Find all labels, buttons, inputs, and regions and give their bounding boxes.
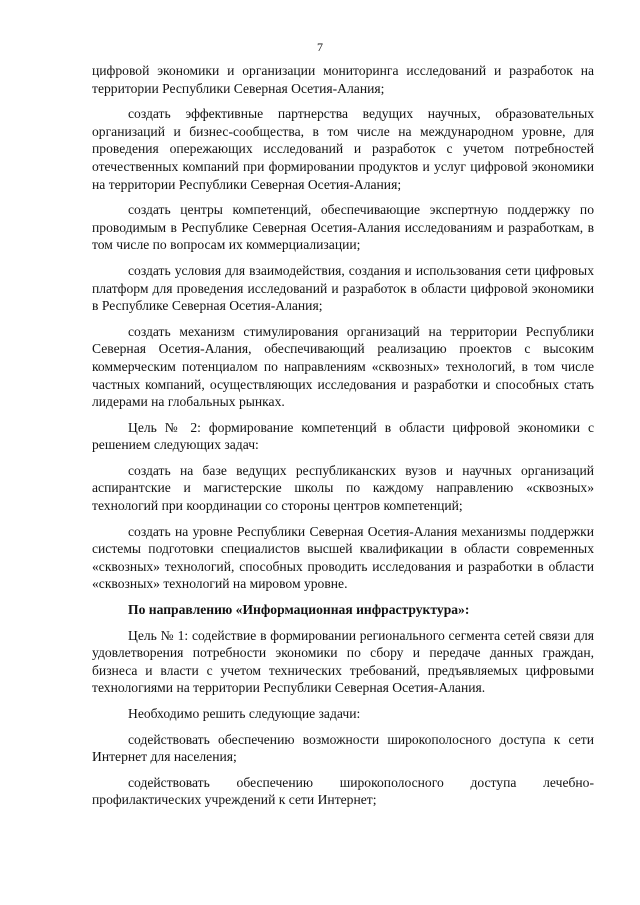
paragraph-incentive-mechanism: создать механизм стимулирования организаций на территории Республики Северная Осетия-Алания, обеспечивающий реализацию проектов с высоким коммерческим потенциалом по направлениям «сквозных» технологий, в том числе частных компаний, осуществляющих исследования и разработки и способных стать лидерами на глобальных рынках. (92, 323, 594, 410)
section-heading-infrastructure: По направлению «Информационная инфраструктура»: (128, 602, 470, 618)
paragraph-tasks-intro: Необходимо решить следующие задачи: (128, 706, 361, 721)
paragraph-graduate-schools: создать на базе ведущих республиканских вузов и научных организаций аспирантские и магистерские школы по каждому направлению «сквозных» технологий при координации со стороны центров компетенций; (92, 462, 594, 514)
paragraph-partnerships: создать эффективные партнерства ведущих научных, образовательных организаций и бизнес-сообщества, в том числе на международном уровне, для проведения опережающих исследований и разработок с учетом потребностей отечественных компаний при формировании продуктов и услуг цифровой экономики на территории Республики Северная Осетия-Алания; (92, 106, 594, 192)
paragraph-continued: цифровой экономики и организации мониторинга исследований и разработок на территории Республики Северная Осетия-Алания; (92, 63, 594, 96)
paragraph-broadband-medical: содействовать обеспечению широкополосного доступа лечебно-профилактических учреждений к сети Интернет; (92, 774, 594, 808)
paragraph-goal-2: Цель № 2: формирование компетенций в области цифровой экономики с решением следующих задач: (92, 419, 594, 453)
page-number: 7 (317, 40, 323, 54)
paragraph-goal-1-infrastructure: Цель № 1: содействие в формировании регионального сегмента сетей связи для удовлетворения потребности экономики по сбору и передаче данных граждан, бизнеса и власти с учетом технических требований, предъявляемых цифровыми технологиями на территории Республики Северная Осетия-Алания. (92, 627, 594, 696)
paragraph-competence-centers: создать центры компетенций, обеспечивающие экспертную поддержку по проводимым в Республике Северная Осетия-Алания исследованиям и разработкам, в том числе по вопросам их коммерциализации; (92, 202, 594, 253)
paragraph-training-support: создать на уровне Республики Северная Осетия-Алания механизмы поддержки системы подготовки специалистов высшей квалификации в области современных «сквозных» технологий, способных проводить исследования и разработки в области «сквозных» технологий на мировом уровне. (92, 523, 594, 592)
document-body (92, 62, 594, 817)
paragraph-digital-platforms: создать условия для взаимодействия, создания и использования сети цифровых платформ для проведения исследований и разработок в области цифровой экономики в Республике Северная Осетия-Алания; (92, 262, 594, 314)
paragraph-broadband-population: содействовать обеспечению возможности широкополосного доступа к сети Интернет для населения; (92, 731, 594, 765)
